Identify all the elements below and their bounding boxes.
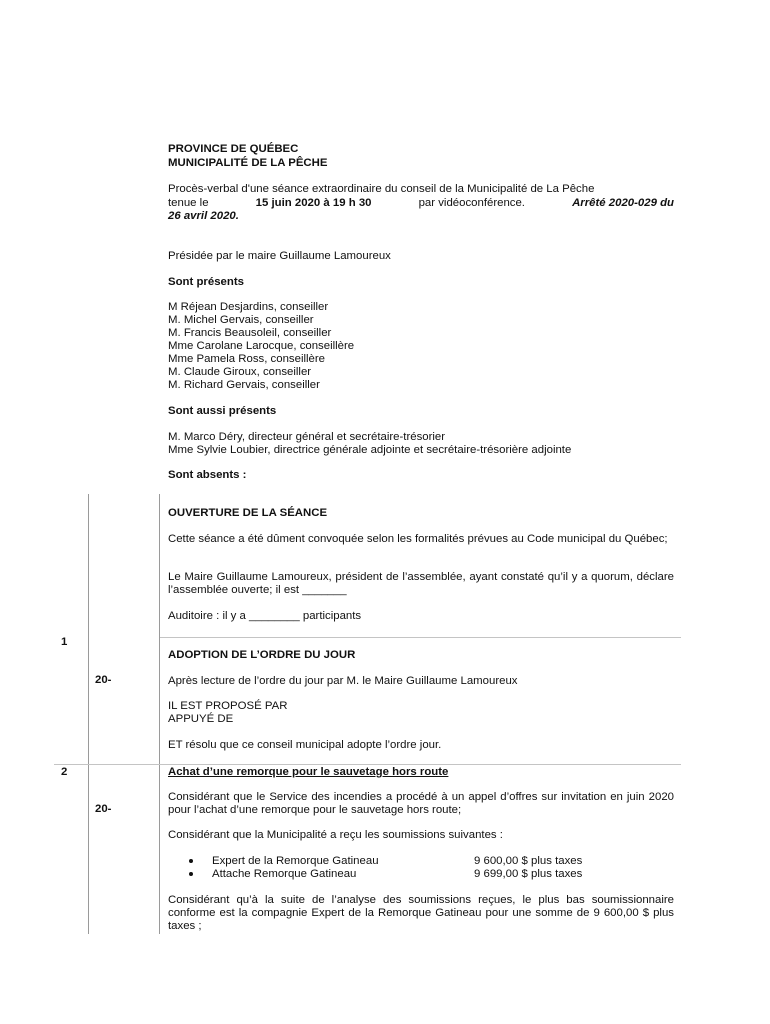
present-member: Mme Carolane Larocque, conseillère <box>168 340 355 352</box>
municipality-heading: MUNICIPALITÉ DE LA PÊCHE <box>168 157 328 169</box>
bid-name: Expert de la Remorque Gatineau <box>212 855 379 867</box>
also-present-member: Mme Sylvie Loubier, directrice générale adjointe et secrétaire-trésorière adjointe <box>168 444 572 456</box>
resolution-number: 20- <box>95 674 112 686</box>
province-heading: PROVINCE DE QUÉBEC <box>168 143 299 155</box>
section-number: 2 <box>61 766 68 778</box>
proces-verbal-line-3: 26 avril 2020. <box>168 210 239 222</box>
agenda-section-title: ADOPTION DE L’ORDRE DU JOUR <box>168 649 356 661</box>
section-separator <box>160 637 681 638</box>
resolution-number: 20- <box>95 803 112 815</box>
present-member: M Réjean Desjardins, conseiller <box>168 301 329 313</box>
margin-rule-right <box>159 494 160 934</box>
present-member: Mme Pamela Ross, conseillère <box>168 353 325 365</box>
bid-amount: 9 699,00 $ plus taxes <box>474 868 583 880</box>
bullet-icon <box>189 859 193 863</box>
margin-rule-left <box>88 494 89 934</box>
present-member: M. Claude Giroux, conseiller <box>168 366 312 378</box>
opening-section-title: OUVERTURE DE LA SÉANCE <box>168 507 328 519</box>
agenda-resolution: ET résolu que ce conseil municipal adopte l’ordre jour. <box>168 739 442 751</box>
seconded-by: APPUYÉ DE <box>168 713 234 725</box>
pv-tenue: tenue le <box>168 197 209 209</box>
trailer-paragraph-3: Considérant qu’à la suite de l’analyse des soumissions reçues, le plus bas soumissionnaire conforme est la compagnie Expert de la Remorque Gatineau pour une somme de 9 600,00 $ plus taxes ; <box>168 894 674 932</box>
present-member: M. Michel Gervais, conseiller <box>168 314 314 326</box>
bullet-icon <box>189 872 193 876</box>
section-separator <box>54 764 681 765</box>
present-member: M. Francis Beausoleil, conseiller <box>168 327 332 339</box>
pv-arrete: Arrêté 2020-029 du <box>572 197 674 209</box>
pv-par: par vidéoconférence. <box>418 197 525 209</box>
section-number: 1 <box>61 636 68 648</box>
proposed-by: IL EST PROPOSÉ PAR <box>168 700 288 712</box>
presided-by: Présidée par le maire Guillaume Lamoureux <box>168 250 391 262</box>
trailer-paragraph-2: Considérant que la Municipalité a reçu les soumissions suivantes : <box>168 829 503 841</box>
absent-title: Sont absents : <box>168 469 247 481</box>
present-member: M. Richard Gervais, conseiller <box>168 379 320 391</box>
bid-amount: 9 600,00 $ plus taxes <box>474 855 583 867</box>
proces-verbal-line-2 <box>168 197 674 210</box>
pv-date: 15 juin 2020 à 19 h 30 <box>255 197 372 209</box>
present-title: Sont présents <box>168 276 244 288</box>
also-present-title: Sont aussi présents <box>168 405 277 417</box>
bid-name: Attache Remorque Gatineau <box>212 868 357 880</box>
also-present-member: M. Marco Déry, directeur général et secrétaire-trésorier <box>168 431 446 443</box>
opening-paragraph-2: Le Maire Guillaume Lamoureux, président de l’assemblée, ayant constaté qu’il y a quorum, déclare l’assemblée ouverte; il est _______ <box>168 571 674 596</box>
audience-line: Auditoire : il y a ________ participants <box>168 610 362 622</box>
trailer-section-title: Achat d’une remorque pour le sauvetage hors route <box>168 766 449 778</box>
proces-verbal-line-1: Procès-verbal d'une séance extraordinaire du conseil de la Municipalité de La Pêche <box>168 183 595 195</box>
agenda-paragraph-1: Après lecture de l’ordre du jour par M. le Maire Guillaume Lamoureux <box>168 675 518 687</box>
opening-paragraph-1: Cette séance a été dûment convoquée selon les formalités prévues au Code municipal du Québec; <box>168 533 668 545</box>
trailer-paragraph-1: Considérant que le Service des incendies a procédé à un appel d’offres sur invitation en juin 2020 pour l’achat d’une remorque pour le sauvetage hors route; <box>168 791 674 816</box>
